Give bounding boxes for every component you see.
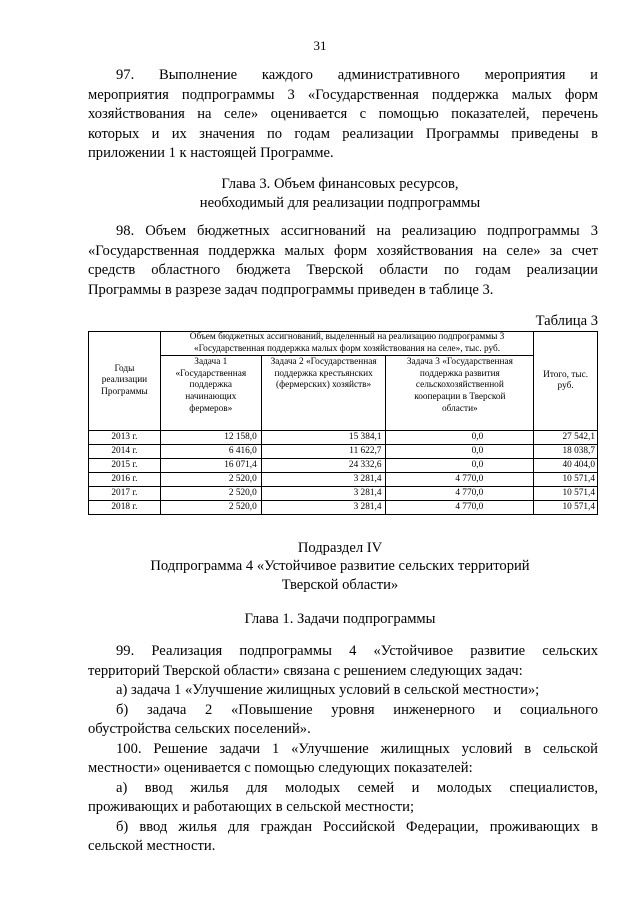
cell-total: 40 404,0	[534, 459, 598, 473]
cell-task2: 3 281,4	[261, 501, 386, 515]
paragraph-98	[88, 222, 598, 300]
text-line: 99. Реализация подпрограммы 4 «Устойчивое развитие сельских	[116, 643, 598, 659]
header-task3: Задача 3 «Государственная поддержка развития сельскохозяйственной кооперации в Тверской области»	[386, 356, 534, 431]
cell-task2: 3 281,4	[261, 487, 386, 501]
text-line: приложении 1 к настоящей Программе.	[88, 145, 334, 161]
table-row	[89, 501, 598, 515]
cell-task1: 12 158,0	[160, 431, 261, 445]
text-line: хозяйствования на селе» оценивается с помощью показателей, перечень	[88, 106, 598, 122]
table-caption: Таблица 3	[535, 313, 598, 329]
cell-task3: 0,0	[386, 459, 534, 473]
cell-task3: 4 770,0	[386, 487, 534, 501]
paragraph-99	[88, 642, 598, 857]
text-line: 100. Решение задачи 1 «Улучшение жилищных условий в сельской	[116, 740, 598, 757]
cell-task2: 24 332,6	[261, 459, 386, 473]
text-line: которых и их значения по годам реализации Программы приведены в	[88, 125, 598, 142]
text-line: местности» оценивается с помощью следующих показателей:	[88, 760, 473, 776]
text-line: а) задача 1 «Улучшение жилищных условий в сельской местности»;	[116, 682, 540, 698]
cell-year: 2016 г.	[89, 473, 161, 487]
text-line: «Государственная поддержка малых форм хозяйствования на селе» за счет	[88, 242, 598, 259]
paragraph-97	[88, 66, 598, 164]
text-line: средств областного бюджета Тверской области по годам реализации	[88, 262, 598, 278]
page-number: 31	[313, 38, 327, 53]
cell-task3: 4 770,0	[386, 473, 534, 487]
header-group: Объем бюджетных ассигнований, выделенный на реализацию подпрограммы 3 «Государственная поддержка малых форм хозяйствования на селе», тыс. руб.	[160, 332, 533, 356]
text-line: мероприятия подпрограммы 3 «Государственная поддержка малых форм	[88, 86, 598, 103]
cell-year: 2013 г.	[89, 431, 161, 445]
subprogram4-title-line2: Тверской области»	[281, 577, 399, 593]
cell-total: 18 038,7	[534, 445, 598, 459]
cell-total: 10 571,4	[534, 473, 598, 487]
cell-task2: 15 384,1	[261, 431, 386, 445]
text-line: б) задача 2 «Повышение уровня инженерного и социального	[116, 701, 598, 718]
table-header-row	[89, 356, 598, 431]
text-line: б) ввод жилья для граждан Российской Федерации, проживающих в	[116, 818, 598, 835]
cell-task3: 0,0	[386, 445, 534, 459]
text-line: а) ввод жилья для молодых семей и молодых специалистов,	[116, 779, 598, 796]
header-task1: Задача 1 «Государственная поддержка начинающих фермеров»	[160, 356, 261, 431]
subprogram4-title-line1: Подпрограмма 4 «Устойчивое развитие сельских территорий	[150, 558, 530, 574]
chapter3-title: Глава 3. Объем финансовых ресурсов,	[221, 176, 459, 192]
cell-task2: 11 622,7	[261, 445, 386, 459]
cell-total: 27 542,1	[534, 431, 598, 445]
table-row	[89, 459, 598, 473]
text-line: 98. Объем бюджетных ассигнований на реализацию подпрограммы 3	[116, 223, 598, 239]
text-line: 97. Выполнение каждого административного мероприятия и	[116, 67, 598, 83]
cell-task1: 2 520,0	[160, 473, 261, 487]
text-line: проживающих и работающих в сельской местности;	[88, 799, 415, 815]
cell-task1: 6 416,0	[160, 445, 261, 459]
chapter1-title: Глава 1. Задачи подпрограммы	[244, 611, 436, 627]
cell-task3: 0,0	[386, 431, 534, 445]
cell-total: 10 571,4	[534, 487, 598, 501]
cell-task1: 16 071,4	[160, 459, 261, 473]
table-row	[89, 487, 598, 501]
cell-task1: 2 520,0	[160, 501, 261, 515]
header-total: Итого, тыс. руб.	[534, 332, 598, 431]
chapter3-subtitle: необходимый для реализации подпрограммы	[199, 195, 481, 211]
subsection-title: Подраздел IV	[297, 540, 383, 556]
cell-task2: 3 281,4	[261, 473, 386, 487]
text-line: Программы в разрезе задач подпрограммы приведен в таблице 3.	[88, 281, 494, 298]
cell-year: 2015 г.	[89, 459, 161, 473]
text-line: территорий Тверской области» связана с решением следующих задач:	[88, 662, 523, 679]
table-row	[89, 431, 598, 445]
cell-year: 2017 г.	[89, 487, 161, 501]
header-years: Годы реализации Программы	[89, 332, 161, 431]
budget-table	[88, 331, 598, 515]
cell-task3: 4 770,0	[386, 501, 534, 515]
cell-year: 2018 г.	[89, 501, 161, 515]
text-line: сельской местности.	[88, 838, 216, 854]
cell-year: 2014 г.	[89, 445, 161, 459]
text-line: обустройства сельских поселений».	[88, 721, 311, 737]
header-task2: Задача 2 «Государственная поддержка крестьянских (фермерских) хозяйств»	[261, 356, 386, 431]
table-row	[89, 473, 598, 487]
table-row	[89, 445, 598, 459]
cell-task1: 2 520,0	[160, 487, 261, 501]
table-header-row	[89, 332, 598, 356]
cell-total: 10 571,4	[534, 501, 598, 515]
